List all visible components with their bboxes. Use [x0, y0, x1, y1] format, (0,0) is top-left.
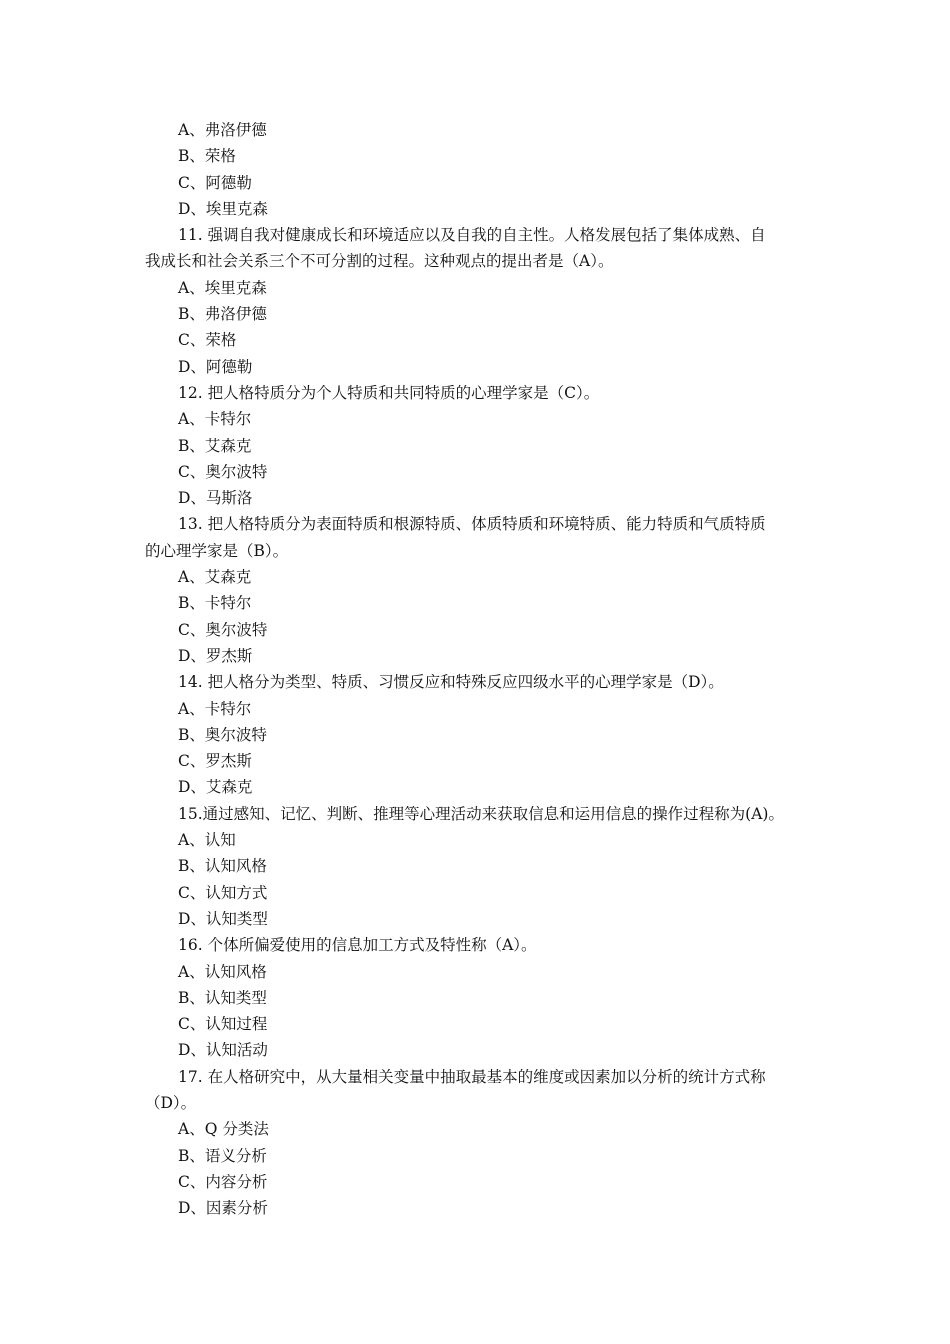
answer-option: D、埃里克森 [178, 199, 268, 218]
answer-option: A、Q 分类法 [178, 1120, 269, 1139]
answer-option: A、弗洛伊德 [178, 121, 267, 139]
document-page [145, 117, 811, 1221]
answer-option: B、认知类型 [178, 988, 267, 1007]
answer-option: D、马斯洛 [178, 489, 253, 508]
question-text: 11. 强调自我对健康成长和环境适应以及自我的自主性。人格发展包括了集体成熟、自 [178, 226, 766, 245]
answer-option: C、奥尔波特 [178, 620, 268, 639]
answer-option: C、罗杰斯 [178, 752, 252, 771]
answer-option: B、卡特尔 [178, 594, 252, 613]
answer-option: B、弗洛伊德 [178, 305, 267, 324]
answer-option: D、艾森克 [178, 778, 253, 797]
question-text: 14. 把人格分为类型、特质、习惯反应和特殊反应四级水平的心理学家是（D）。 [178, 673, 724, 692]
answer-option: C、认知过程 [178, 1015, 268, 1034]
answer-option: C、认知方式 [178, 883, 268, 902]
answer-option: B、艾森克 [178, 436, 252, 455]
answer-option: A、认知 [178, 831, 236, 850]
question-text: 17. 在人格研究中，从大量相关变量中抽取最基本的维度或因素加以分析的统计方式称 [178, 1067, 766, 1086]
answer-option: D、罗杰斯 [178, 646, 253, 665]
answer-option: A、卡特尔 [178, 699, 252, 718]
answer-option: B、认知风格 [178, 857, 267, 876]
answer-option: C、阿德勒 [178, 173, 252, 192]
question-text-continued: 的心理学家是（B）。 [145, 541, 289, 560]
question-text-continued: （D）。 [145, 1093, 197, 1112]
answer-option: A、认知风格 [178, 962, 267, 981]
answer-option: B、奥尔波特 [178, 725, 267, 744]
question-text: 12. 把人格特质分为个人特质和共同特质的心理学家是（C）。 [178, 383, 600, 402]
answer-option: C、奥尔波特 [178, 462, 268, 481]
answer-option: A、艾森克 [178, 568, 252, 587]
answer-option: C、内容分析 [178, 1172, 268, 1191]
answer-option: D、因素分析 [178, 1199, 268, 1218]
answer-option: D、认知类型 [178, 909, 268, 928]
answer-option: A、埃里克森 [178, 278, 267, 297]
question-text: 13. 把人格特质分为表面特质和根源特质、体质特质和环境特质、能力特质和气质特质 [178, 515, 766, 534]
answer-option: B、荣格 [178, 147, 236, 166]
answer-option: D、认知活动 [178, 1041, 268, 1060]
question-text-continued: 我成长和社会关系三个不可分割的过程。这种观点的提出者是（A）。 [145, 252, 614, 271]
answer-option: D、阿德勒 [178, 357, 253, 376]
answer-option: C、荣格 [178, 331, 237, 350]
answer-option: A、卡特尔 [178, 410, 252, 429]
answer-option: B、语义分析 [178, 1146, 267, 1165]
question-text: 16. 个体所偏爱使用的信息加工方式及特性称（A）。 [178, 936, 537, 955]
question-text: 15.通过感知、记忆、判断、推理等心理活动来获取信息和运用信息的操作过程称为(A)。 [178, 804, 784, 823]
